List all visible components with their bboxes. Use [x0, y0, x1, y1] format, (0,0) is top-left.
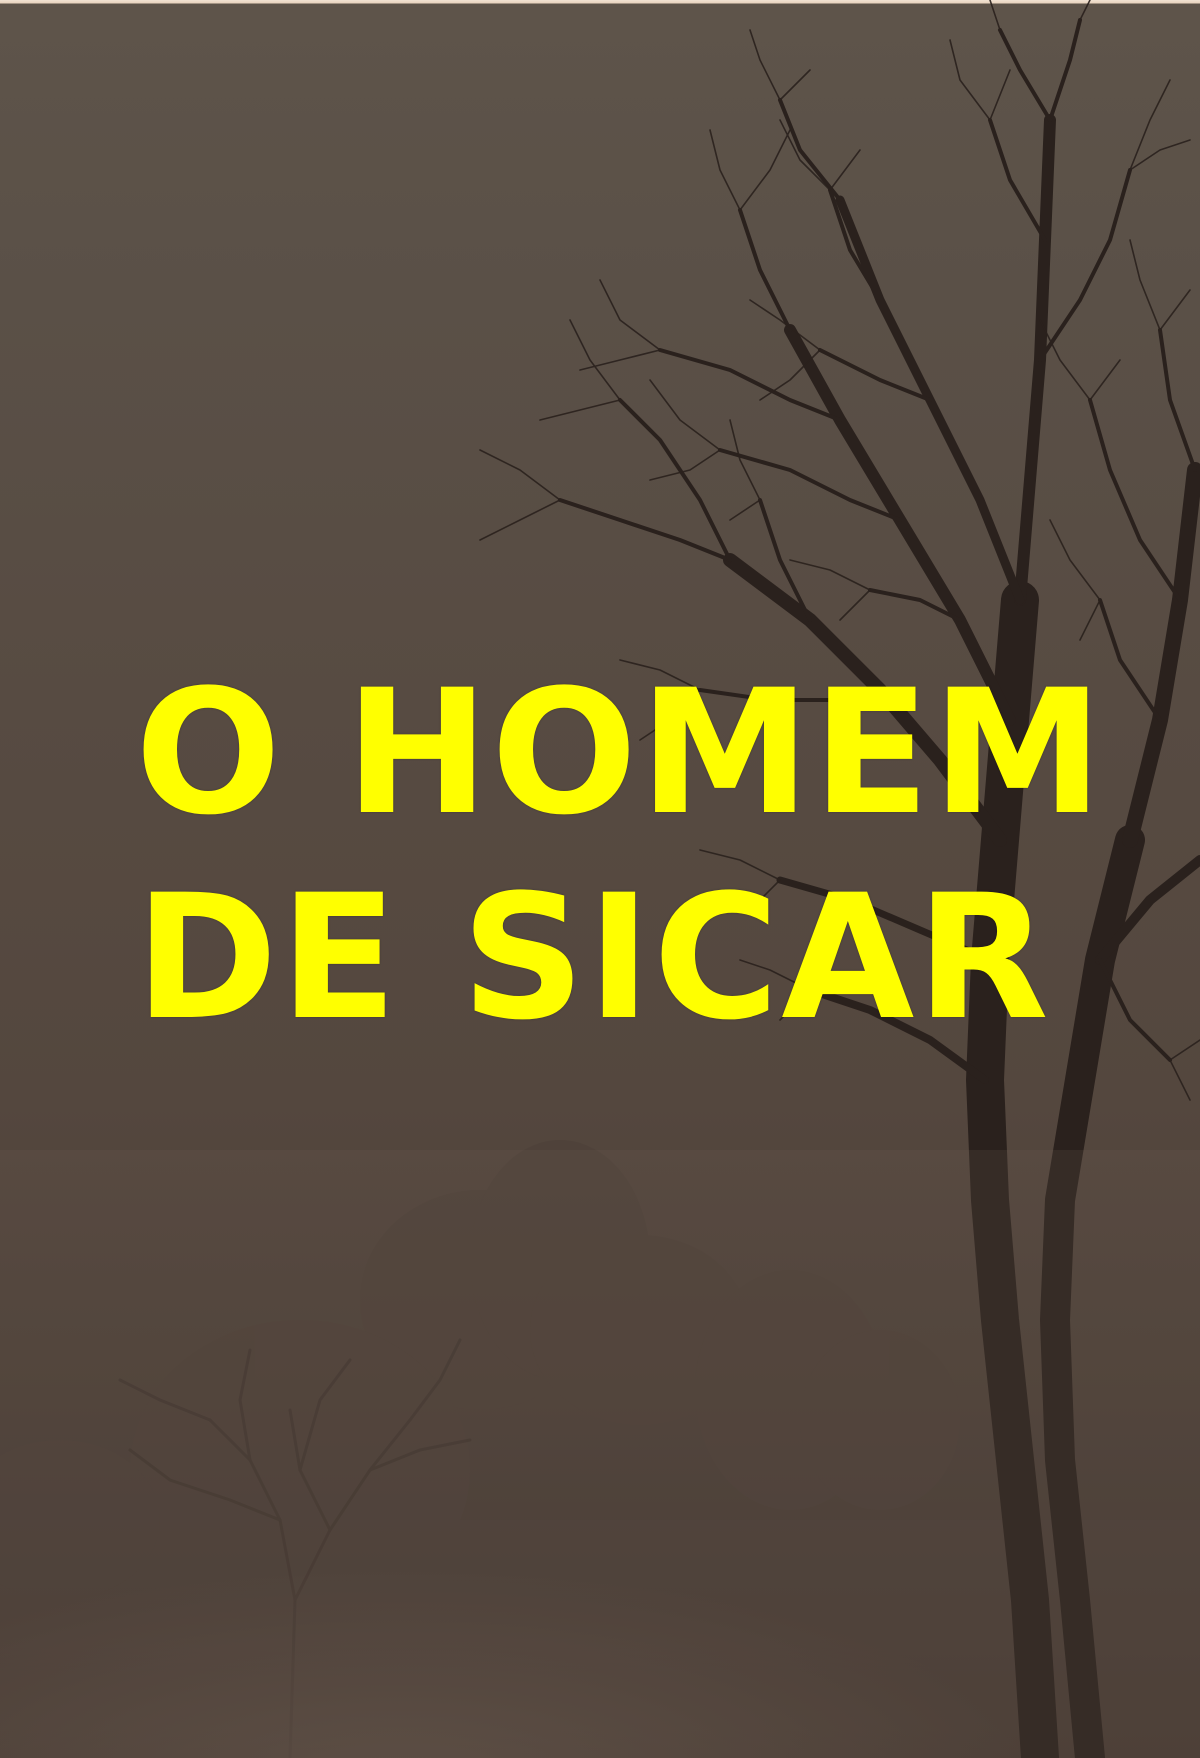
title-line-2: DE SICAR	[135, 857, 1051, 1058]
title-line-1: O HOMEM	[135, 652, 1106, 853]
book-title	[135, 650, 1115, 1060]
